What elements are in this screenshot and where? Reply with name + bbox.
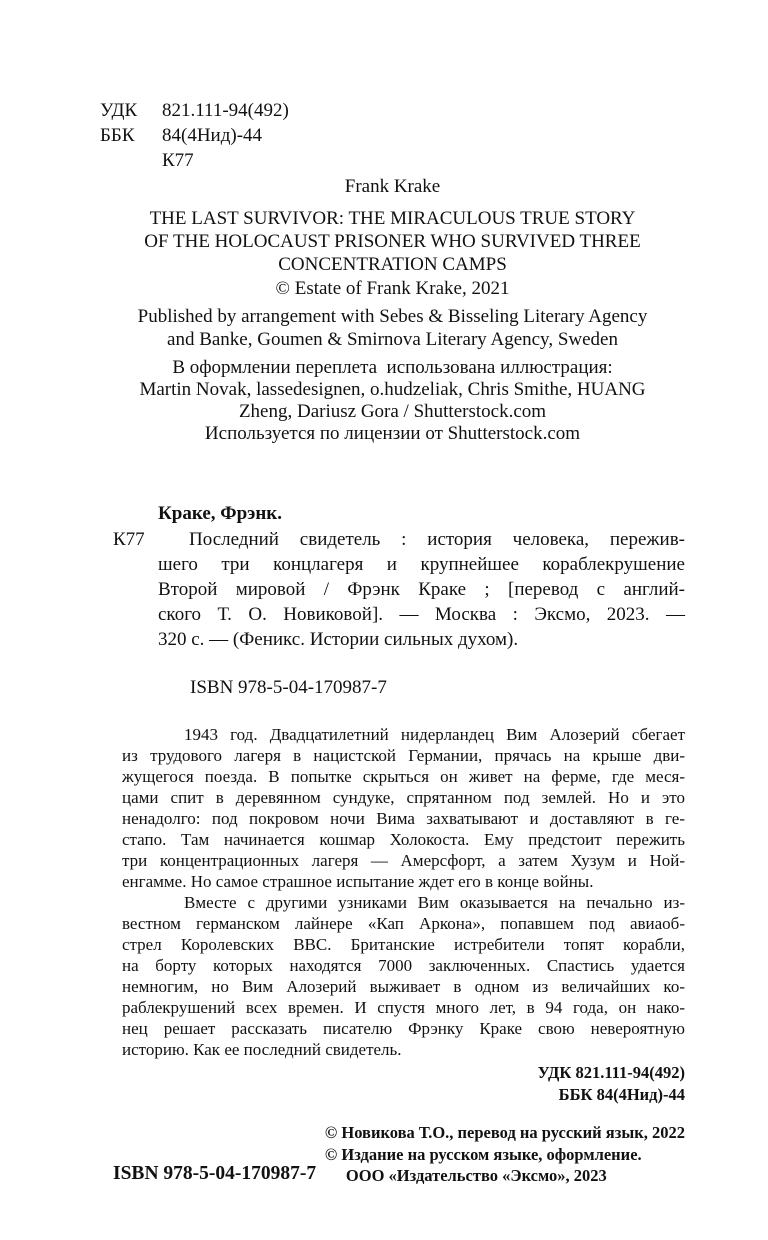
- text-line: CONCENTRATION CAMPS: [278, 254, 507, 275]
- annotation-paragraph-2: [122, 892, 685, 1060]
- cover-credit: [100, 357, 685, 445]
- text-line: ненадолго: под покровом ночи Вима захватывают и доставляют в ге-: [122, 809, 685, 828]
- udk-value: 821.111-94(492): [162, 100, 289, 121]
- copyright-notices: [325, 1122, 685, 1187]
- annotation: [122, 724, 685, 1060]
- text-line: and Banke, Goumen & Smirnova Literary Agency, Sweden: [167, 329, 618, 350]
- author-sign: К77: [162, 150, 194, 171]
- udk-label: УДК: [100, 100, 138, 121]
- text-line: шего три концлагеря и крупнейшее кораблекрушение: [158, 554, 685, 575]
- footer-classification: [100, 1062, 685, 1106]
- text-line: вестном германском лайнере «Кап Аркона», попавшем под авиаоб-: [122, 914, 685, 933]
- text-line: Используется по лицензии от Shutterstock.com: [204, 423, 581, 444]
- author-sign-row: [100, 148, 685, 173]
- udk-row: [100, 98, 685, 123]
- text-line: нец решает рассказать писателю Фрэнку Краке свою невероятную: [122, 1019, 685, 1038]
- annotation-paragraph-1: [122, 724, 685, 892]
- text-line: Zheng, Dariusz Gora / Shutterstock.com: [238, 401, 547, 422]
- footer-udk: УДК 821.111-94(492): [537, 1063, 685, 1082]
- text-line: жущегося поезда. В попытке скрыться он живет на ферме, где меся-: [122, 767, 685, 786]
- text-line: ского Т. О. Новиковой]. — Москва : Эксмо, 2023. —: [158, 604, 685, 625]
- isbn-main: ISBN 978-5-04-170987-7: [113, 1162, 317, 1184]
- text-line: © Издание на русском языке, оформление.: [324, 1144, 642, 1164]
- bbk-value: 84(4Нид)-44: [162, 125, 263, 146]
- imprint-block: [100, 1122, 685, 1187]
- text-line: немногим, но Вим Алозерий выживает в одном из величайших ко-: [122, 977, 685, 996]
- text-line: историю. Как ее последний свидетель.: [122, 1040, 402, 1059]
- original-title: [100, 207, 685, 276]
- text-line: Последний свидетель : история человека, пережив-: [189, 529, 685, 550]
- text-line: Martin Novak, lassedesignen, o.hudzeliak, Chris Smithe, HUANG: [139, 379, 646, 400]
- classification-block: [100, 98, 685, 173]
- text-line: Published by arrangement with Sebes & Bisseling Literary Agency: [137, 306, 648, 327]
- text-line: В оформлении переплета использована иллюстрация:: [172, 357, 613, 378]
- text-line: Вместе с другими узниками Вим оказывается на печально из-: [184, 893, 685, 912]
- text-line: © Новикова Т.О., перевод на русский язык, 2022: [324, 1123, 685, 1142]
- text-line: THE LAST SURVIVOR: THE MIRACULOUS TRUE STORY: [149, 208, 636, 229]
- text-line: раблекрушений всех времен. И спустя много лет, в 94 года, он нако-: [122, 998, 685, 1017]
- text-line: цами спит в деревянном сундуке, спрятанном под землей. Но и это: [122, 788, 685, 807]
- text-line: Второй мировой / Фрэнк Краке ; [перевод с англий-: [158, 579, 685, 600]
- catalog-entry: [158, 527, 685, 652]
- text-line: OF THE HOLOCAUST PRISONER WHO SURVIVED THREE: [144, 231, 641, 252]
- catalog-author-sign: К77: [113, 529, 145, 550]
- text-line: на борту которых находятся 7000 заключенных. Спастись удается: [122, 956, 685, 975]
- text-line: ООО «Издательство «Эксмо», 2023: [345, 1166, 607, 1185]
- text-line: 1943 год. Двадцатилетний нидерландец Вим Алозерий сбегает: [184, 725, 685, 744]
- text-line: из трудового лагеря в нацистской Германии, прячась на крыше дви-: [122, 746, 685, 765]
- footer-bbk: ББК 84(4Нид)-44: [558, 1085, 685, 1104]
- text-line: енгамме. Но самое страшное испытание ждет его в конце войны.: [122, 872, 594, 891]
- original-author: Frank Krake: [344, 176, 441, 197]
- isbn-catalog: ISBN 978-5-04-170987-7: [190, 677, 387, 698]
- text-line: три концентрационных лагеря — Амерсфорт, а затем Хузум и Ной-: [122, 851, 685, 870]
- text-line: стрел Королевских ВВС. Британские истребители топят корабли,: [122, 935, 685, 954]
- bbk-row: [100, 123, 685, 148]
- catalog-card: [113, 501, 685, 652]
- estate-copyright: © Estate of Frank Krake, 2021: [275, 278, 510, 299]
- text-line: 320 с. — (Феникс. Истории сильных духом).: [158, 629, 519, 650]
- text-line: стапо. Там начинается кошмар Холокоста. Ему предстоит пережить: [122, 830, 685, 849]
- catalog-author: Краке, Фрэнк.: [158, 503, 282, 524]
- published-by: [100, 305, 685, 351]
- bbk-label: ББК: [100, 125, 135, 146]
